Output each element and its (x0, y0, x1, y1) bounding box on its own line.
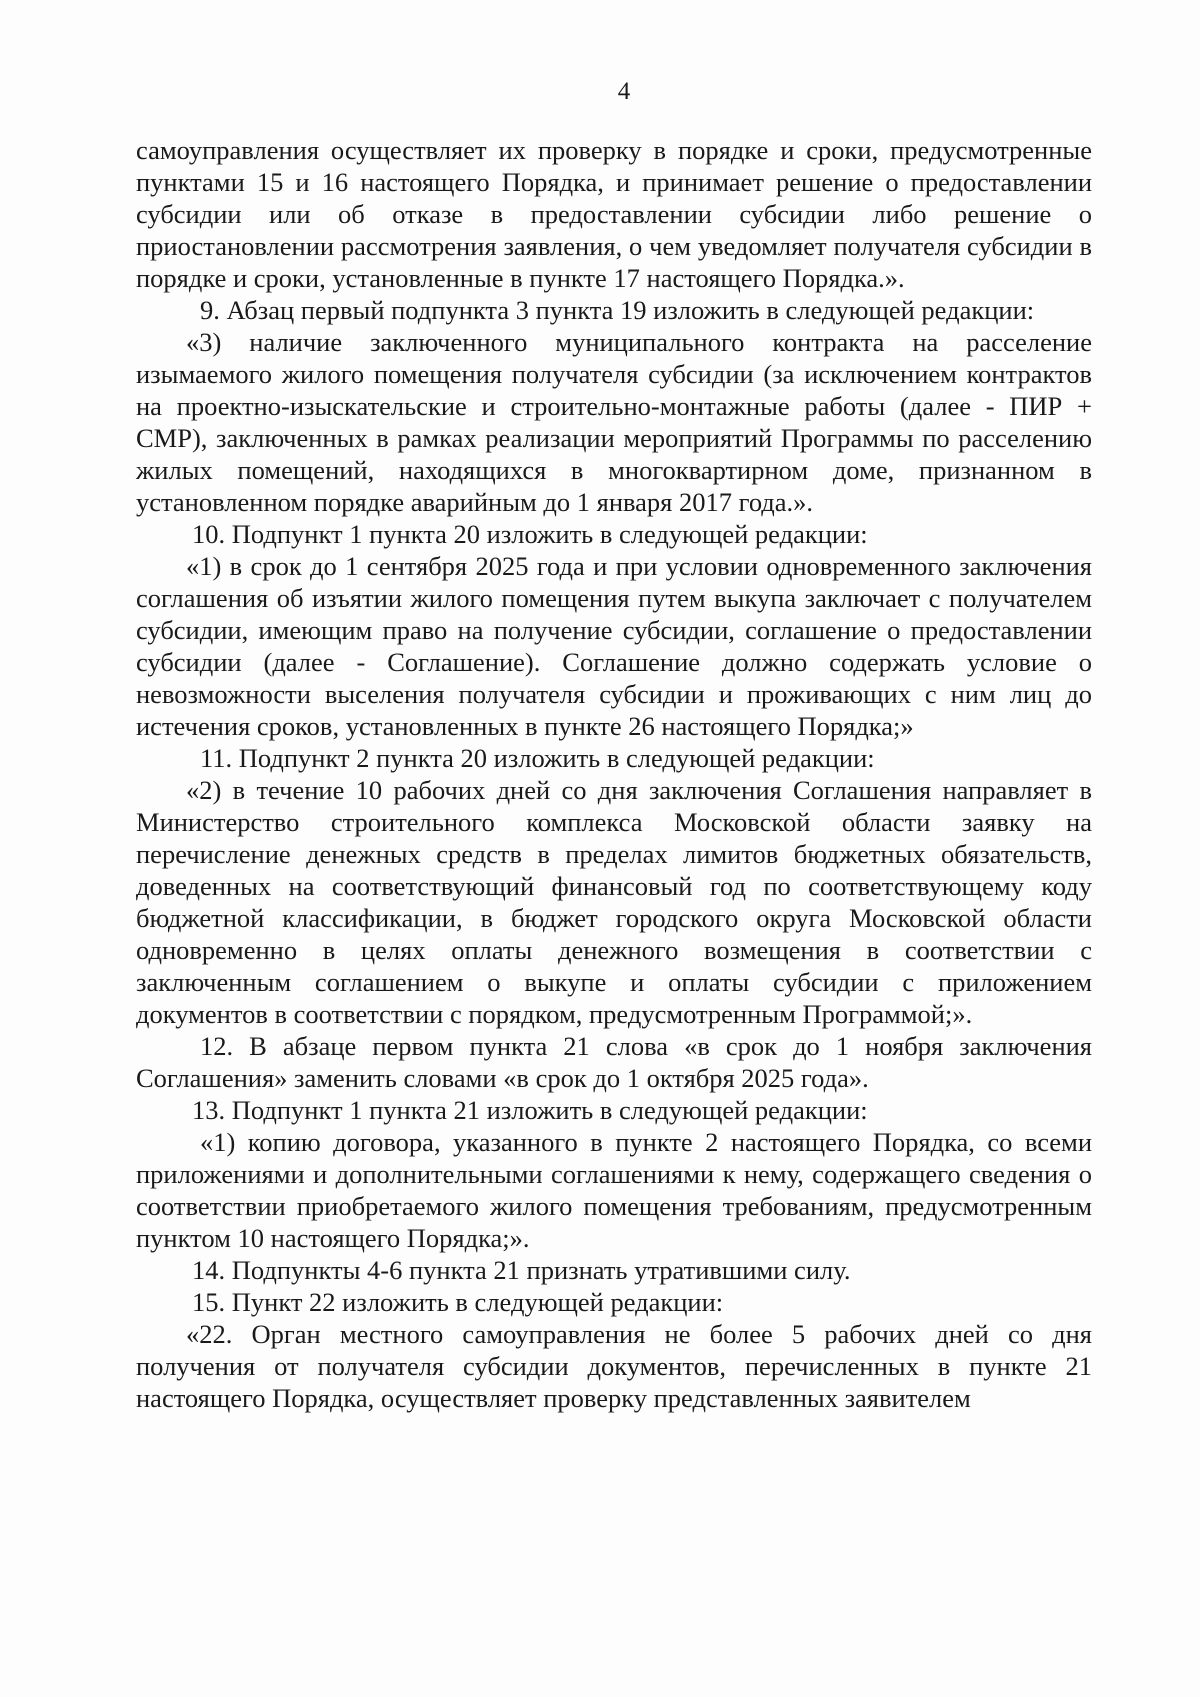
paragraph-item-13: 13. Подпункт 1 пункта 21 изложить в следующей редакции: (192, 1095, 868, 1125)
paragraph-item-9: 9. Абзац первый подпункта 3 пункта 19 изложить в следующей редакции: (200, 295, 1035, 325)
paragraph-item-15: 15. Пункт 22 изложить в следующей редакции: (192, 1287, 724, 1317)
paragraph-quote-2: «2) в течение 10 рабочих дней со дня заключения Соглашения направляет в Министерство строительного комплекса Московской области заявку на перечисление денежных средств в пределах лимитов бюджетных обязательств, доведенных на соответствующий финансовый год по соответствующему коду бюджетной классификации, в бюджет городского округа Московской области одновременно в целях оплаты денежного возмещения в соответствии с заключенным соглашением о выкупе и оплаты субсидии с приложением документов в соответствии с порядком, предусмотренным Программой;». (136, 775, 1092, 1029)
paragraph-quote-1: «1) в срок до 1 сентября 2025 года и при условии одновременного заключения соглашения об изъятии жилого помещения путем выкупа заключает с получателем субсидии, имеющим право на получение субсидии, соглашение о предоставлении субсидии (далее - Соглашение). Соглашение должно содержать условие о невозможности выселения получателя субсидии и проживающих с ним лиц до истечения сроков, установленных в пункте 26 настоящего Порядка;» (136, 551, 1092, 741)
paragraph-quote-3: «3) наличие заключенного муниципального контракта на расселение изымаемого жилого помещения получателя субсидии (за исключением контрактов на проектно-изыскательские и строительно-монтажные работы (далее - ПИР + СМР), заключенных в рамках реализации мероприятий Программы по расселению жилых помещений, находящихся в многоквартирном доме, признанном в установленном порядке аварийным до 1 января 2017 года.». (136, 327, 1092, 517)
paragraph-item-12: 12. В абзаце первом пункта 21 слова «в срок до 1 ноября заключения Соглашения» заменить словами «в срок до 1 октября 2025 года». (136, 1031, 1092, 1093)
paragraph-item-11: 11. Подпункт 2 пункта 20 изложить в следующей редакции: (200, 743, 875, 773)
page-number: 4 (617, 78, 631, 105)
paragraph-quote-1-copy: «1) копию договора, указанного в пункте 2 настоящего Порядка, со всеми приложениями и дополнительными соглашениями к нему, содержащего сведения о соответствии приобретаемого жилого помещения требованиям, предусмотренным пунктом 10 настоящего Порядка;». (136, 1127, 1092, 1253)
paragraph-quote-22: «22. Орган местного самоуправления не более 5 рабочих дней со дня получения от получателя субсидии документов, перечисленных в пункте 21 настоящего Порядка, осуществляет проверку представленных заявителем (136, 1319, 1092, 1413)
paragraph-continuation: самоуправления осуществляет их проверку в порядке и сроки, предусмотренные пунктами 15 и 16 настоящего Порядка, и принимает решение о предоставлении субсидии или об отказе в предоставлении субсидии либо решение о приостановлении рассмотрения заявления, о чем уведомляет получателя субсидии в порядке и сроки, установленные в пункте 17 настоящего Порядка.». (136, 135, 1092, 293)
paragraph-item-14: 14. Подпункты 4-6 пункта 21 признать утратившими силу. (192, 1255, 851, 1285)
paragraph-item-10: 10. Подпункт 1 пункта 20 изложить в следующей редакции: (192, 519, 868, 549)
document-body (136, 134, 1092, 1414)
